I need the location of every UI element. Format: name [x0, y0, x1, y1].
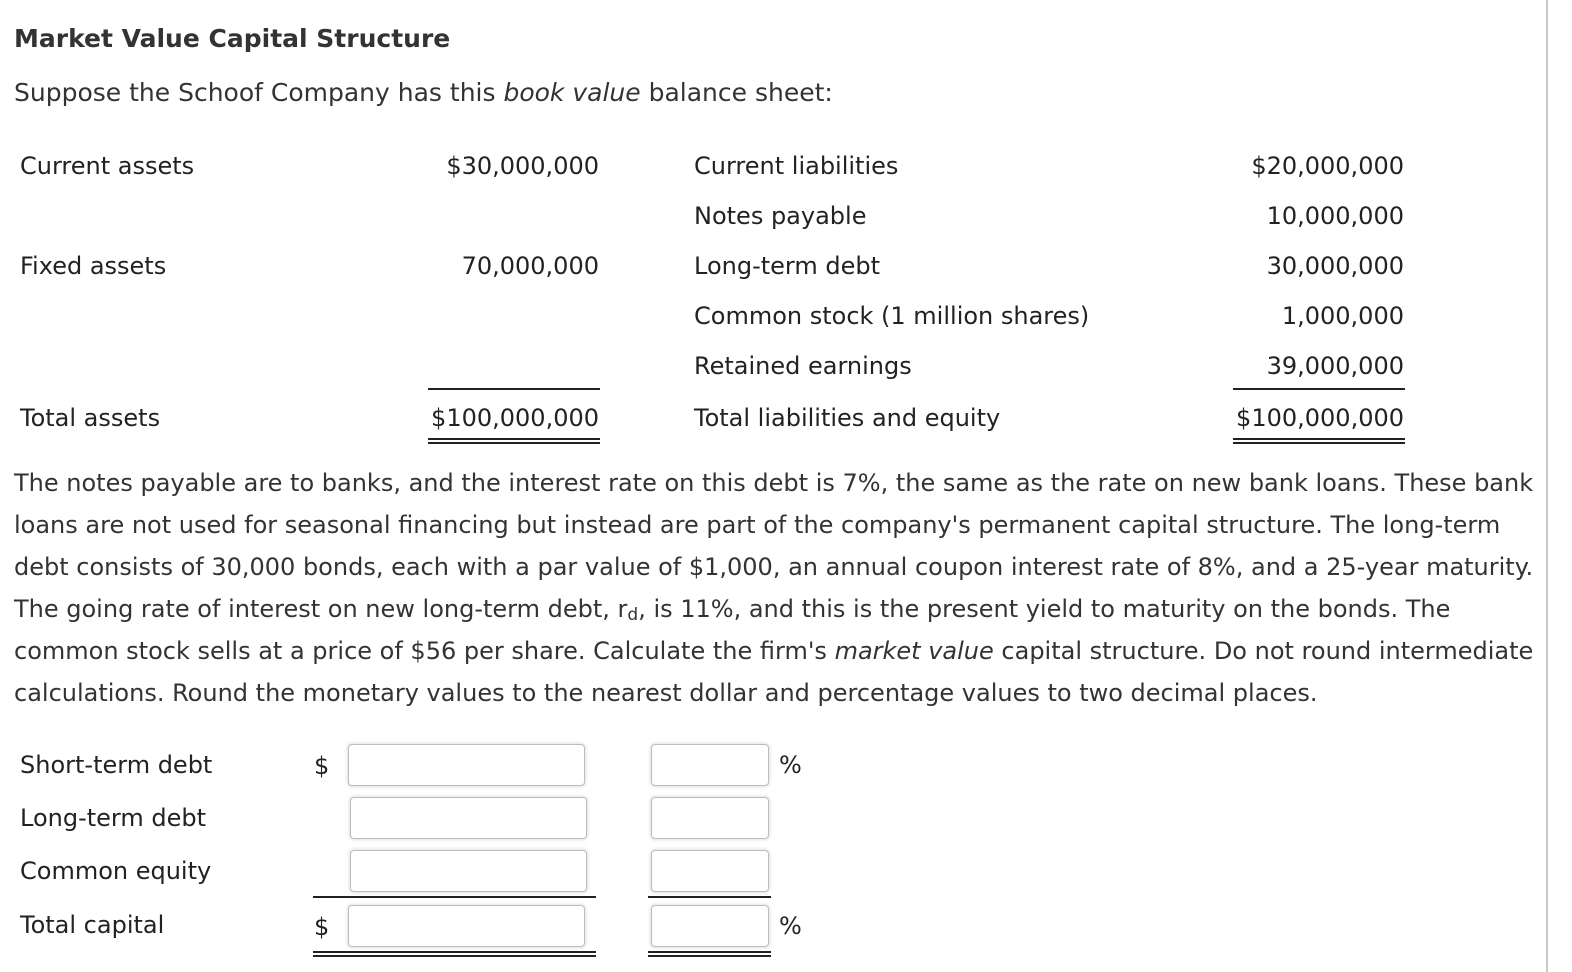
answer-label-common-equity: Common equity: [20, 857, 212, 885]
total-capital-value-input[interactable]: [348, 905, 585, 947]
equity-label-common: Common stock (1 million shares): [694, 302, 1090, 330]
answer-label-short-term-debt: Short-term debt: [20, 751, 213, 779]
short-term-debt-percent-input[interactable]: [651, 744, 769, 786]
capital-percent-subtotal-rule: [648, 896, 771, 898]
equity-value-retained: 39,000,000: [1266, 352, 1404, 380]
equity-value-common: 1,000,000: [1281, 302, 1404, 330]
page-right-border: [1546, 0, 1548, 972]
dollar-sign: $: [314, 752, 330, 780]
capital-value-subtotal-rule: [313, 896, 596, 898]
answer-label-total-capital: Total capital: [20, 911, 165, 939]
common-equity-percent-input[interactable]: [651, 850, 769, 892]
total-assets-value: $100,000,000: [431, 404, 599, 432]
liabilities-total-double-rule: [1233, 438, 1405, 444]
intro-text: Suppose the Schoof Company has this book value balance sheet:: [14, 78, 833, 107]
assets-total-double-rule: [428, 438, 600, 444]
percent-sign: %: [779, 912, 802, 940]
liabilities-subtotal-rule: [1233, 388, 1405, 390]
asset-value-current: $30,000,000: [446, 152, 599, 180]
answer-label-long-term-debt: Long-term debt: [20, 804, 207, 832]
total-assets-label: Total assets: [20, 404, 161, 432]
percent-sign: %: [779, 751, 802, 779]
long-term-debt-percent-input[interactable]: [651, 797, 769, 839]
assets-subtotal-rule: [428, 388, 600, 390]
capital-value-total-double-rule: [313, 951, 596, 957]
total-capital-percent-input[interactable]: [651, 905, 769, 947]
common-equity-value-input[interactable]: [350, 850, 587, 892]
liability-value-longterm: 30,000,000: [1266, 252, 1404, 280]
capital-percent-total-double-rule: [648, 951, 771, 957]
liability-label-longterm: Long-term debt: [694, 252, 881, 280]
liability-value-notes: 10,000,000: [1266, 202, 1404, 230]
dollar-sign: $: [314, 913, 330, 941]
liability-label-current: Current liabilities: [694, 152, 899, 180]
asset-value-fixed: 70,000,000: [461, 252, 599, 280]
problem-text: The notes payable are to banks, and the interest rate on this debt is 7%, the same as the rate on new bank loans. These bank loans are not used for seasonal financing but instead are part of the company's permanent capital structure. The long-term debt consists of 30,000 bonds, each with a par value of $1,000, an annual coupon interest rate of 8%, and a 25-year maturity. The going rate of interest on new long-term debt, $r_d$, is 11%, and this is the present yield to maturity on the bonds. The common stock sells at a price of $56 per share. Calculate the firm's market value capital structure. Do not round intermediate calculations. Round the monetary values to the nearest dollar and percentage values to two decimal places.: [14, 469, 1534, 707]
total-liabilities-value: $100,000,000: [1236, 404, 1404, 432]
total-liabilities-label: Total liabilities and equity: [694, 404, 1001, 432]
asset-label-current: Current assets: [20, 152, 195, 180]
asset-label-fixed: Fixed assets: [20, 252, 167, 280]
short-term-debt-value-input[interactable]: [348, 744, 585, 786]
page-title: Market Value Capital Structure: [14, 24, 451, 53]
liability-label-notes: Notes payable: [694, 202, 867, 230]
liability-value-current: $20,000,000: [1251, 152, 1404, 180]
long-term-debt-value-input[interactable]: [350, 797, 587, 839]
equity-label-retained: Retained earnings: [694, 352, 912, 380]
